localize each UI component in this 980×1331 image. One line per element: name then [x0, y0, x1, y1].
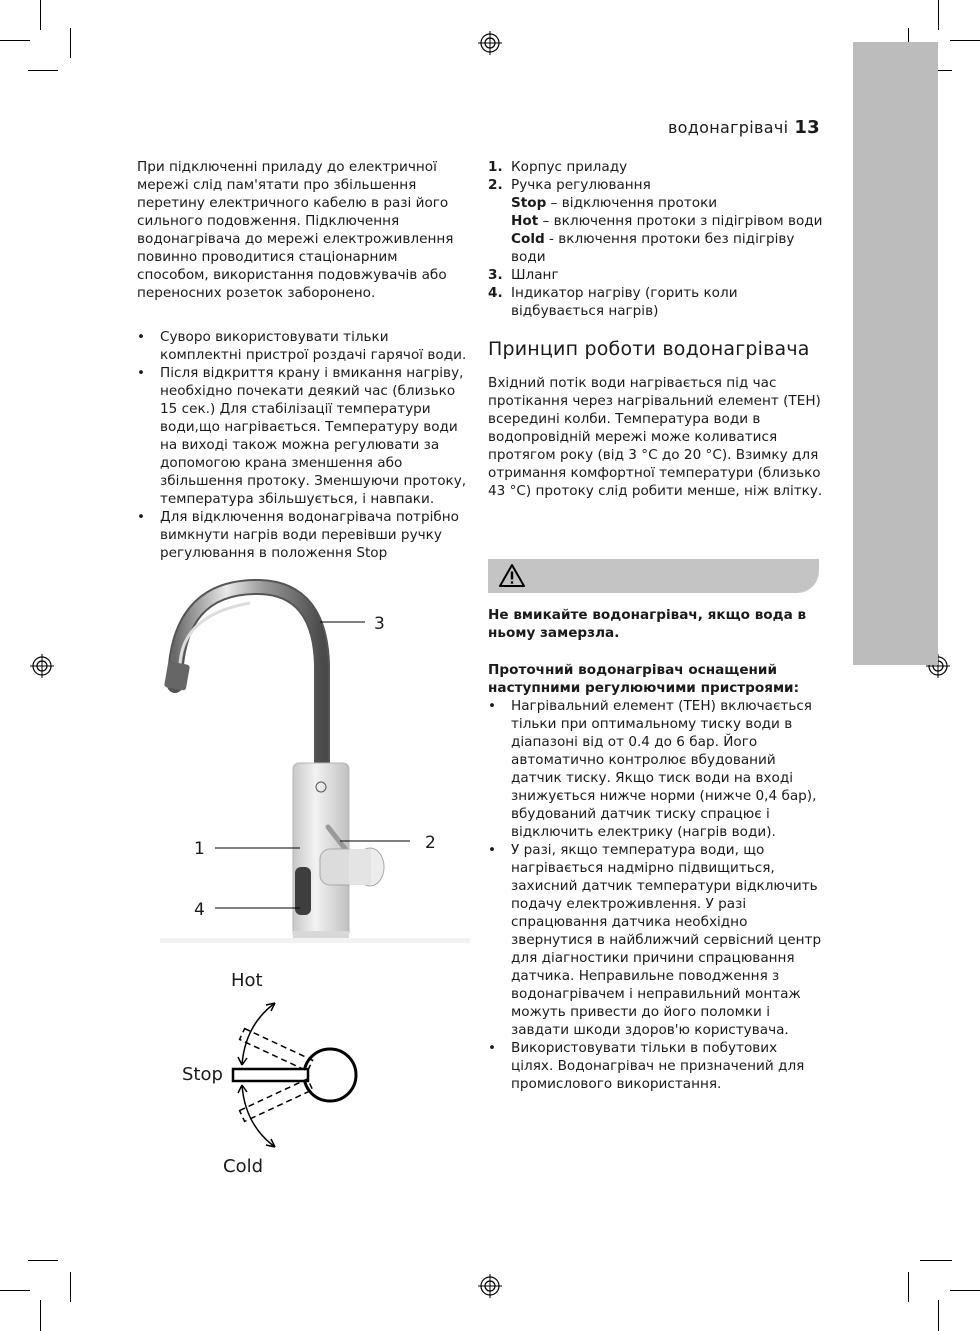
registration-mark-icon: [30, 654, 54, 678]
devices-title: Проточний водонагрівач оснащений наступними регулюючими пристроями:: [488, 662, 800, 696]
list-item: • Суворо використовувати тільки комплектні пристрої роздачі гарячої води.: [137, 328, 472, 364]
dial-label-hot: Hot: [231, 970, 263, 991]
list-item: Stop – відключення протоки: [511, 195, 718, 211]
crop-mark: [950, 1290, 980, 1291]
callout-4: 4: [194, 900, 205, 920]
list-item: Cold - включення протоки без підігріву води: [511, 231, 795, 265]
parts-list: [488, 158, 823, 320]
warning-section: [488, 606, 823, 1093]
crop-mark: [938, 1300, 939, 1331]
instructions-list: [137, 328, 472, 562]
right-column: [488, 158, 823, 519]
devices-list: [488, 697, 823, 1093]
crop-mark: [0, 1290, 30, 1291]
list-item: • Для відключення водонагрівача потрібно вимкнути нагрів води перевівши ручку регулювання в положення Stop: [137, 508, 472, 562]
list-item: • Використовувати тільки в побутових цілях. Водонагрівач не призначений для промислового використання.: [488, 1039, 823, 1093]
crop-mark: [28, 70, 58, 71]
crop-mark: [40, 0, 41, 30]
crop-mark: [908, 1272, 909, 1302]
intro-paragraph: При підключенні приладу до електричної мережі слід пам'ятати про збільшення перетину електричного кабелю в разі його сильного подовження. Підключення водонагрівача до мережі електроживлення повинно проводитися стаціонарним способом, використання подовжувачів або переносних розеток заборонено.: [137, 159, 454, 301]
crop-mark: [950, 40, 980, 41]
frozen-warning: Не вмикайте водонагрівач, якщо вода в ньому замерзла.: [488, 607, 807, 641]
list-item: 1. Корпус приладу: [488, 159, 628, 175]
registration-mark-icon: [478, 1274, 502, 1298]
list-item: 4. Індикатор нагріву (горить коли відбувається нагрів): [488, 285, 738, 319]
handle-position-diagram: [225, 985, 365, 1170]
list-item: • У разі, якщо температура води, що нагрівається надмірно підвищиться, захисний датчик температури відключить подачу електроживлення. У разі спрацювання датчика необхідно звернутися в найближчий сервісний центр для діагностики причини спрацювання датчика. Неправильне поводження з водонагрівачем і неправильний монтаж можуть привести до його поломки і завдати шкоди здоров'ю користувача.: [488, 841, 823, 1039]
page-number: 13: [794, 117, 820, 138]
left-column: [137, 158, 472, 562]
list-item: 3. Шланг: [488, 267, 559, 283]
faucet-illustration: [160, 575, 470, 945]
crop-mark: [70, 1272, 71, 1302]
crop-mark: [0, 40, 30, 41]
warning-triangle-icon: [498, 563, 526, 589]
registration-mark-icon: [478, 31, 502, 55]
callout-1: 1: [194, 839, 205, 859]
list-item: 2. Ручка регулювання: [488, 177, 651, 193]
warning-bar: [488, 559, 819, 593]
header-title: водонагрівачі: [667, 118, 789, 137]
crop-mark: [40, 1300, 41, 1331]
principle-paragraph: Вхідний потік води нагрівається під час протікання через нагрівальний елемент (ТЕН) всередині колби. Температура води в водопровідній мережі може коливатися протягом року (від 3 °С до 20 °С). Взимку для отримання комфортної температури (близько 43 °С) протоку слід робити менше, ніж влітку.: [488, 375, 823, 499]
callout-3: 3: [374, 614, 385, 634]
side-tab: [853, 42, 938, 665]
list-item: Hot – включення протоки з підігрівом води: [511, 213, 823, 229]
crop-mark: [70, 28, 71, 58]
crop-mark: [920, 1260, 952, 1261]
page-header: [668, 117, 820, 138]
list-item: • Нагрівальний елемент (ТЕН) включається тільки при оптимальному тиску води в діапазоні від от 0.4 до 6 бар. Його автоматично контролює вбудований датчик тиску. Якщо тиск води на вході знижується нижче норми (нижче 0,4 бар), вбудований датчик тиску спрацює і відключить електрику (нагрів води).: [488, 697, 823, 841]
list-item: • Після відкриття крану і вмикання нагріву, необхідно почекати деякий час (близько 15 сек.) Для стабілізації температури води,що нагрівається. Температуру води на виході також можна регулювати за допомогою крана зменшення або збільшення протоку. Зменшуючи протоку, температура збільшується, і навпаки.: [137, 364, 472, 508]
dial-label-stop: Stop: [182, 1064, 223, 1085]
section-title: Принцип роботи водонагрівача: [488, 338, 810, 360]
dial-label-cold: Cold: [223, 1156, 264, 1177]
crop-mark: [938, 0, 939, 30]
crop-mark: [28, 1260, 58, 1261]
callout-2: 2: [425, 833, 436, 853]
